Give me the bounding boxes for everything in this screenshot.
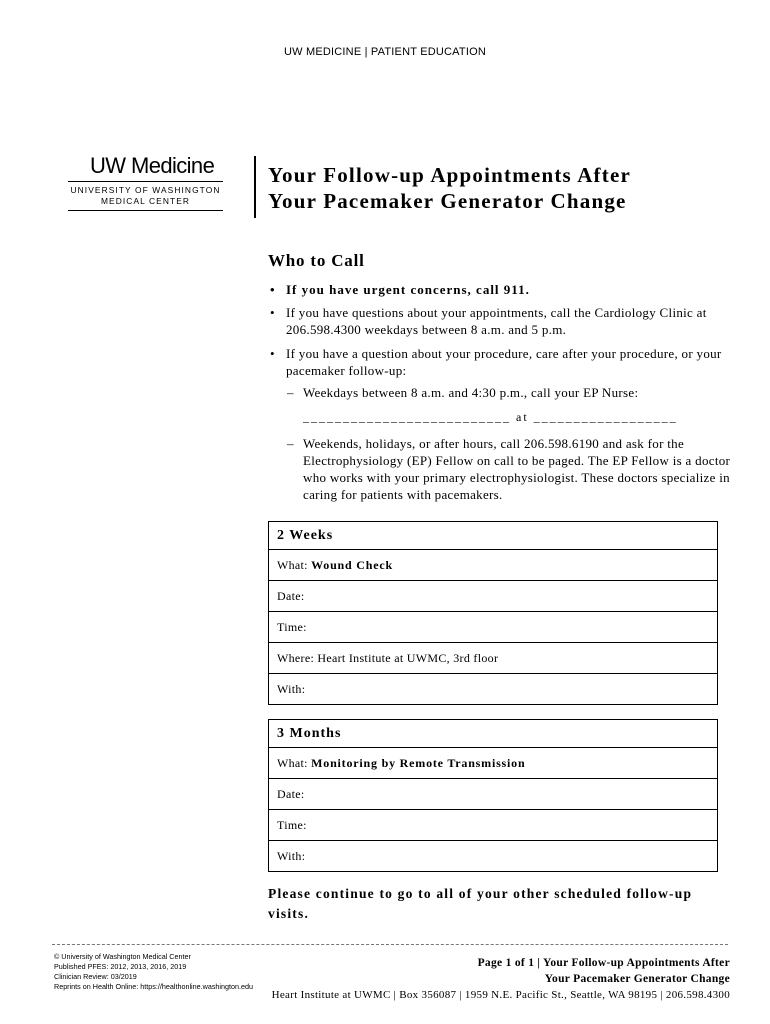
with-label: With: [277, 682, 306, 696]
title-divider [254, 156, 256, 218]
page-title-line1: Your Follow-up Appointments After [268, 163, 631, 187]
date-label: Date: [277, 589, 305, 603]
appointment-box-2-weeks [268, 521, 718, 705]
logo-divider [68, 181, 223, 182]
logo-wordmark: UW Medicine [90, 153, 215, 178]
logo-subtitle-1: UNIVERSITY OF WASHINGTON [70, 185, 221, 195]
sub-bullet-weekends-text: Weekends, holidays, or after hours, call 206.598.6190 and ask for the Electrophysiology (EP) Fellow on call to be paged. The EP Fellow is a doctor who works with your primary electrophysiologist. These doctors specialize in caring for patients with pacemakers. [303, 436, 731, 502]
with-label: With: [277, 849, 306, 863]
time-label: Time: [277, 818, 307, 832]
footer-published: Published PFES: 2012, 2013, 2016, 2019 [54, 962, 187, 971]
bullet-urgent [270, 281, 726, 298]
what-row [269, 747, 717, 778]
footer-divider [52, 944, 728, 945]
ep-nurse-fill-line[interactable]: __________________________ at __________________ [303, 410, 678, 424]
sub-bullet-weekdays [287, 384, 728, 401]
time-row[interactable] [269, 809, 717, 840]
bullet-procedure [270, 345, 726, 379]
sub-bullet-dash: – [287, 436, 294, 451]
where-value: Heart Institute at UWMC, 3rd floor [317, 651, 499, 665]
closing-note: Please continue to go to all of your other scheduled follow-up visits. [268, 886, 693, 921]
where-label: Where: [277, 651, 315, 665]
header-banner: UW MEDICINE | PATIENT EDUCATION [284, 46, 486, 58]
box-heading: 3 Months [277, 726, 342, 741]
sub-bullet-weekdays-text: Weekdays between 8 a.m. and 4:30 p.m., call your EP Nurse: [303, 385, 639, 400]
bullet-dot: • [270, 282, 276, 297]
footer-reprints-link[interactable]: Reprints on Health Online: https://healthonline.washington.edu [54, 982, 253, 991]
bullet-appointments [270, 304, 726, 338]
bullet-urgent-text: If you have urgent concerns, call 911. [286, 282, 530, 297]
date-row[interactable] [269, 580, 717, 611]
with-row[interactable] [269, 673, 717, 704]
footer-address: Heart Institute at UWMC | Box 356087 | 1959 N.E. Pacific St., Seattle, WA 98195 | 206.598.4300 [271, 989, 730, 1001]
bullet-dot: • [270, 346, 275, 361]
who-to-call-heading: Who to Call [268, 251, 365, 270]
footer-page-title-1: Page 1 of 1 | Your Follow-up Appointments After [477, 957, 730, 969]
footer-review: Clinician Review: 03/2019 [54, 972, 137, 981]
where-row [269, 642, 717, 673]
sub-bullet-weekends [287, 435, 731, 503]
footer-publication-info [54, 952, 253, 992]
what-value: Wound Check [311, 558, 393, 572]
bullet-dot: • [270, 305, 275, 320]
logo-divider-bottom [68, 210, 223, 211]
appointment-box-3-months [268, 719, 718, 872]
with-row[interactable] [269, 840, 717, 871]
bullet-procedure-text: If you have a question about your procedure, care after your procedure, or your pacemaker follow-up: [286, 346, 722, 378]
footer-copyright: © University of Washington Medical Center [54, 952, 191, 961]
what-value: Monitoring by Remote Transmission [311, 756, 526, 770]
page-title [268, 162, 631, 214]
time-row[interactable] [269, 611, 717, 642]
what-row [269, 549, 717, 580]
footer-page-info [272, 955, 730, 1003]
what-label: What: [277, 558, 308, 572]
date-row[interactable] [269, 778, 717, 809]
what-label: What: [277, 756, 308, 770]
bullet-appointments-text: If you have questions about your appointments, call the Cardiology Clinic at 206.598.4300 weekdays between 8 a.m. and 5 p.m. [286, 305, 707, 337]
page-title-line2: Your Pacemaker Generator Change [268, 189, 627, 213]
box-heading: 2 Weeks [277, 528, 334, 543]
logo-subtitle-2: MEDICAL CENTER [100, 196, 191, 206]
sub-bullet-dash: – [287, 385, 294, 400]
time-label: Time: [277, 620, 307, 634]
uw-medicine-logo [68, 155, 223, 211]
footer-page-title-2: Your Pacemaker Generator Change [544, 973, 730, 985]
date-label: Date: [277, 787, 305, 801]
